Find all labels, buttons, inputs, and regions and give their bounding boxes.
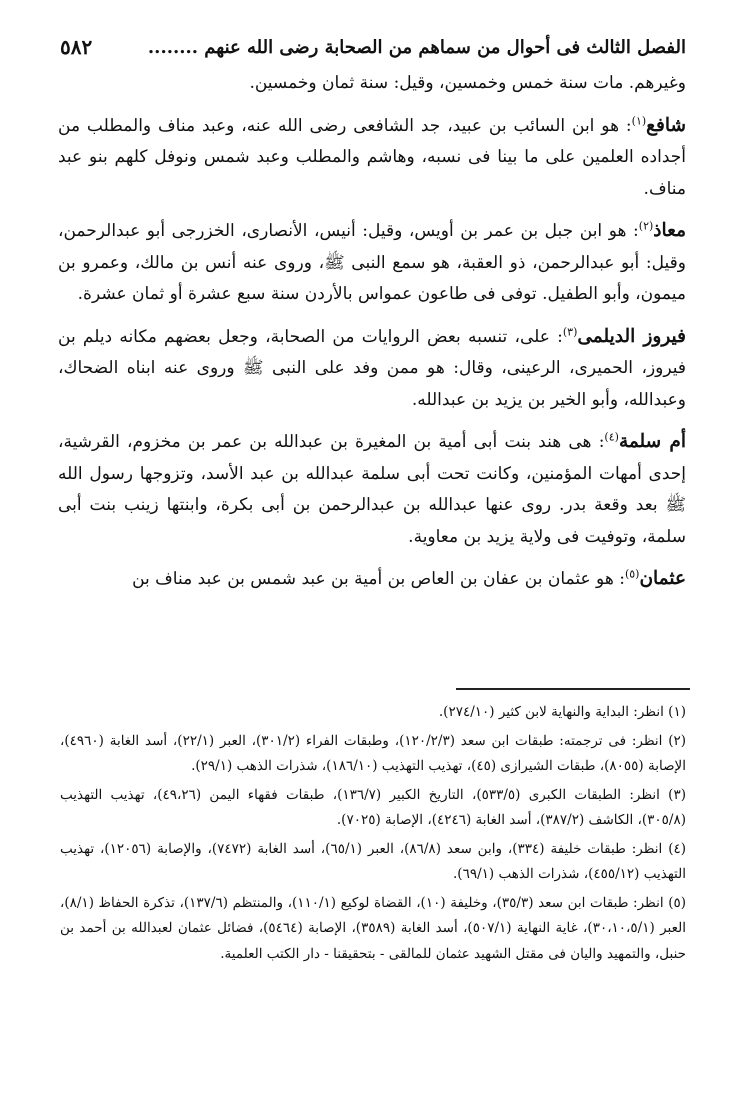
footnote-1: (١) انظر: البداية والنهاية لابن كثير (٢٧٤/١٠).: [438, 704, 686, 720]
footnote-ref: (٤): [604, 430, 619, 444]
footnote-4: (٤) انظر: طبقات خليفة (٣٣٤)، وابن سعد (٨٦/٨)، العبر (٦٥/١)، أسد الغابة (٧٤٧٢)، والإصابة (١٢٠٥٦)، تهذيب التهذيب (٤٥٥/١٢)، شذرات الذهب (٦٩/١).: [60, 840, 687, 882]
entry-text: : هو عثمان بن عفان بن العاص بن أمية بن عبد شمس بن عبد مناف بن: [132, 569, 625, 589]
entry-term: أم سلمة: [618, 431, 686, 452]
entry-uthman: [58, 563, 686, 596]
footnote-3: (٣) انظر: الطبقات الكبرى (٥٣٣/٥)، التاريخ الكبير (١٣٦/٧)، طبقات فقهاء اليمن (٤٩،٢٦)، تهذيب التهذيب (٣٠٥/٨)، الكاشف (٣٨٧/٢)، أسد الغابة (٤٢٤٦)، الإصابة (٧٠٢٥).: [60, 786, 686, 828]
entry-term: معاذ: [653, 220, 686, 241]
page-header: [60, 30, 686, 64]
entry-text: : هو ابن السائب بن عبيد، جد الشافعى رضى الله عنه، وعبد مناف والمطلب من أجداده العلمين على ما بينا فى نسبه، وهاشم والمطلب وعبد شمس ونوفل كلهم بنو عبد مناف.: [58, 115, 686, 199]
footnote-5: (٥) انظر: طبقات ابن سعد (٣٥/٣)، وخليفة (١٠)، القضاة لوكيع (١١٠/١)، والمنتظم (١٣٧/٦)، تذكرة الحفاظ (٨/١)، العبر (٣٠،١٠،٥/١)، غاية النهاية (٥٠٧/١)، أسد الغابة (٣٥٨٩)، الإصابة (٥٤٦٤)، فضائل عثمان لعبدالله بن أحمد بن حنبل، والتمهيد واليان فى مقتل الشهيد عثمان للمالقى - بتحقيقنا - دار الكتب العلمية.: [60, 894, 687, 962]
page-number: ٥٨٢: [60, 35, 93, 59]
footnote-2: (٢) انظر: فى ترجمته: طبقات ابن سعد (١٢٠/٢/٣)، وطبقات الفراء (٣٠١/٢)، العبر (٢٢/١)، أسد الغابة (٤٩٦٠)، الإصابة (٨٠٥٥)، طبقات الشيرازى (٤٥)، تهذيب التهذيب (١٨٦/١٠)، شذرات الذهب (٢٩/١).: [60, 732, 687, 774]
entry-umm-salama: [58, 426, 686, 553]
footnote-divider: [456, 688, 690, 690]
entry-text: : هى هند بنت أبى أمية بن المغيرة بن عبدالله بن عمر بن مخزوم، القرشية، إحدى أمهات المؤمنين، وكانت تحت أبى سلمة عبدالله بن عبد الأسد، وتزوجها رسول الله ﷺ بعد وقعة بدر. روى عنها عبدالله بن عبدالرحمن بن أبى بكرة، وابنتها زينب بنت أبى سلمة، وتوفيت فى ولاية يزيد بن معاوية.: [58, 432, 686, 547]
entry-muadh: [58, 215, 686, 311]
intro-paragraph: وغيرهم. مات سنة خمس وخمسين، وقيل: سنة ثمان وخمسين.: [249, 73, 686, 93]
entry-fayruz: [58, 321, 686, 417]
entry-shafi: [58, 110, 686, 206]
main-text: [58, 68, 686, 606]
entry-text: : هو ابن جبل بن عمر بن أويس، وقيل: أنيس، الأنصارى، الخزرجى أبو عبدالرحمن، وقيل: أبو عبدالرحمن، ذو العقبة، هو سمع النبى ﷺ، وروى عنه أنس بن مالك، وعمرو بن ميمون، وأبو الطفيل. توفى فى طاعون عمواس بالأردن سنة سبع عشرة أو ثمان عشرة.: [58, 221, 686, 304]
footnote-ref: (٢): [638, 219, 654, 233]
footnotes: [60, 700, 686, 970]
footnote-ref: (٣): [562, 324, 578, 338]
running-title: الفصل الثالث فى أحوال من سماهم من الصحابة رضى الله عنهم ........: [147, 36, 686, 58]
entry-text: : على، تنسبه بعض الروايات من الصحابة، وجعل بعضهم مكانه ديلم بن فيروز، الحميرى، الرعينى، وقال: هو ممن وفد على النبى ﷺ وروى عنه ابناه الضحاك، وعبدالله، وأبو الخير بن يزيد بن عبدالله.: [58, 326, 686, 410]
entry-term: شافع: [646, 114, 686, 136]
entry-term: عثمان: [639, 568, 686, 589]
entry-term: فيروز الديلمى: [577, 325, 686, 347]
footnote-ref: (٥): [624, 567, 640, 581]
footnote-ref: (١): [631, 113, 647, 127]
